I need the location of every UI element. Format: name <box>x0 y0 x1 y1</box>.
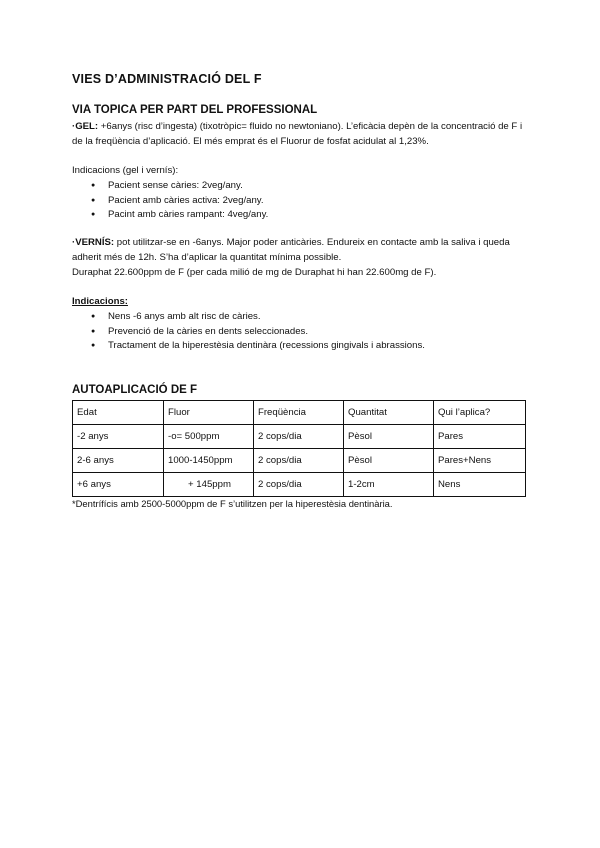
column-header: Freqüència <box>254 401 344 425</box>
list-item: ● Pacint amb càries rampant: 4veg/any. <box>72 208 268 223</box>
table-cell: 2 cops/dia <box>254 425 344 449</box>
list-item: ● Tractament de la hiperestèsia dentinàra (recessions gingivals i abrassions. <box>72 339 425 354</box>
table-footnote: *Dentrífícis amb 2500-5000ppm de F s’utilitzen per la hiperestèsia dentinària. <box>72 498 393 509</box>
gel-label: ·GEL: <box>72 121 99 132</box>
list-item: ● Prevenció de la càries en dents seleccionades. <box>72 325 425 340</box>
vernis-indications-label: Indicacions: <box>72 296 128 307</box>
vernis-paragraph <box>72 236 532 265</box>
page-title: VIES D’ADMINISTRACIÓ DEL F <box>72 72 262 86</box>
table-row <box>73 449 526 473</box>
list-item: ● Nens -6 anys amb alt risc de càries. <box>72 310 425 325</box>
vernis-label: ·VERNÍS: <box>72 237 115 248</box>
table-row <box>73 473 526 497</box>
table-cell: 1000-1450ppm <box>164 449 254 473</box>
table-cell: 1-2cm <box>344 473 434 497</box>
list-item: ● Pacient sense càries: 2veg/any. <box>72 179 268 194</box>
table-cell: Nens <box>434 473 526 497</box>
gel-text: +6anys (risc d’ingesta) (tixotròpic= fluido no newtoniano). L’eficàcia depèn de la concentració de F i de la freqüència d’aplicació. El més emprat és el Fluorur de fosfat acidulat al 1,23%. <box>72 121 523 147</box>
column-header: Quantitat <box>344 401 434 425</box>
column-header: Qui l’aplica? <box>434 401 526 425</box>
section-heading-autoaplicacio: AUTOAPLICACIÓ DE F <box>72 384 198 396</box>
table-cell: Pèsol <box>344 449 434 473</box>
table-cell: +6 anys <box>73 473 164 497</box>
table-cell: Pèsol <box>344 425 434 449</box>
table-cell: + 145ppm <box>164 473 254 497</box>
gel-indications-list <box>72 179 268 223</box>
gel-paragraph <box>72 120 532 149</box>
table-cell: Pares <box>434 425 526 449</box>
column-header: Edat <box>73 401 164 425</box>
table-cell: -o= 500ppm <box>164 425 254 449</box>
table-header-row <box>73 401 526 425</box>
table-cell: 2-6 anys <box>73 449 164 473</box>
table-cell: 2 cops/dia <box>254 473 344 497</box>
duraphat-line: Duraphat 22.600ppm de F (per cada milió de mg de Duraphat hi han 22.600mg de F). <box>72 267 437 278</box>
list-item: ● Pacient amb càries activa: 2veg/any. <box>72 194 268 209</box>
table-cell: 2 cops/dia <box>254 449 344 473</box>
vernis-text: pot utilitzar-se en -6anys. Major poder anticàries. Endureix en contacte amb la saliva i queda adherit més de 12h. S’ha d’aplicar la quantitat mínima possible. <box>72 237 510 263</box>
table-cell: -2 anys <box>73 425 164 449</box>
table-row <box>73 425 526 449</box>
fluor-table <box>72 400 526 497</box>
table-cell: Pares+Nens <box>434 449 526 473</box>
gel-indications-label: Indicacions (gel i vernís): <box>72 165 179 176</box>
vernis-indications-list <box>72 310 425 354</box>
column-header: Fluor <box>164 401 254 425</box>
section-heading-via-topica: VIA TOPICA PER PART DEL PROFESSIONAL <box>72 104 318 116</box>
